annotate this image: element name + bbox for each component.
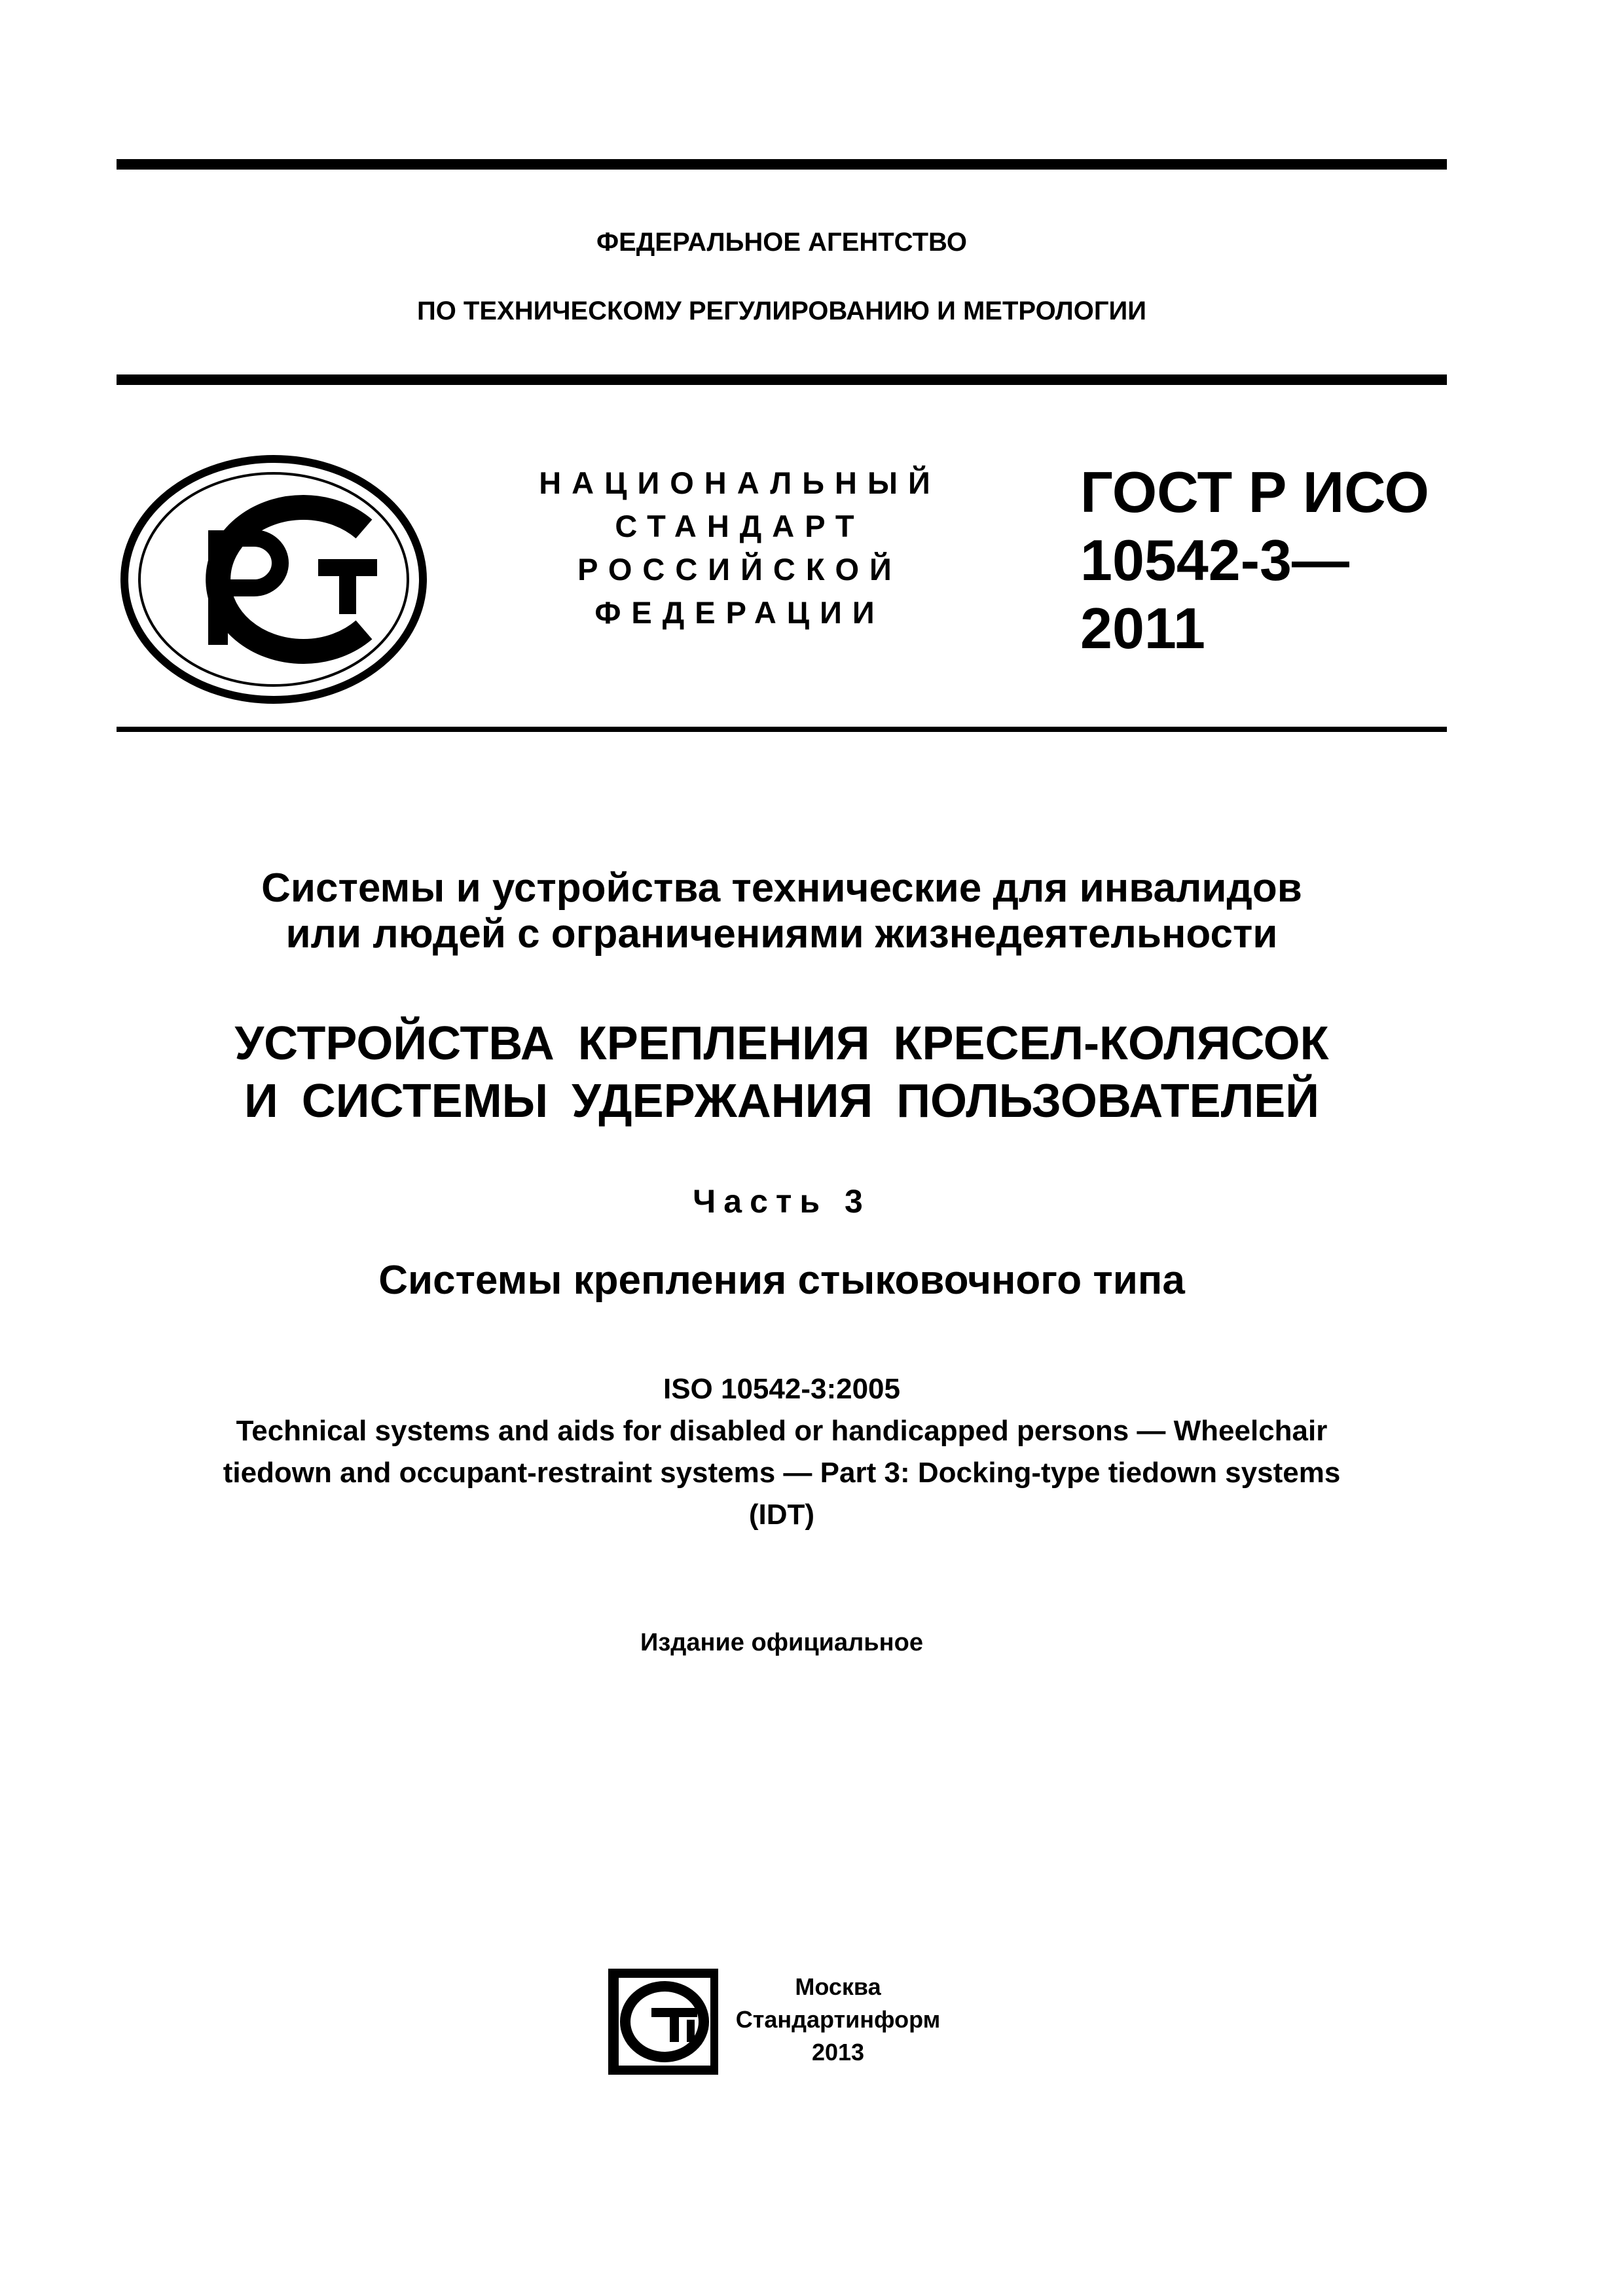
national-standard-line-4: ФЕДЕРАЦИИ — [594, 595, 885, 630]
standartinform-logo-icon — [606, 1966, 721, 2077]
national-standard-label — [504, 462, 976, 634]
publisher-year: 2013 — [811, 2039, 865, 2066]
national-standard-line-1: НАЦИОНАЛЬНЫЙ — [539, 465, 941, 500]
main-title-line-2: И СИСТЕМЫ УДЕРЖАНИЯ ПОЛЬЗОВАТЕЛЕЙ — [244, 1075, 1319, 1127]
general-title-line-2: или людей с ограничениями жизнедеятельности — [285, 911, 1278, 957]
standard-designation — [1080, 458, 1447, 663]
header-bottom-rule — [117, 374, 1447, 385]
gost-rst-emblem-icon — [117, 452, 431, 707]
main-title-line-1: УСТРОЙСТВА КРЕПЛЕНИЯ КРЕСЕЛ-КОЛЯСОК — [234, 1017, 1329, 1070]
general-title-line-1: Системы и устройства технические для инвалидов — [261, 866, 1302, 911]
iso-title-line-2: tiedown and occupant-restraint systems — Part 3: Docking-type tiedown systems — [223, 1457, 1341, 1489]
national-standard-line-2: СТАНДАРТ — [615, 509, 865, 543]
designation-bottom-rule — [117, 727, 1447, 732]
agency-line-2: ПО ТЕХНИЧЕСКОМУ РЕГУЛИРОВАНИЮ И МЕТРОЛОГИИ — [416, 297, 1147, 325]
iso-identity: (IDT) — [748, 1499, 815, 1531]
part-title: Системы крепления стыковочного типа — [378, 1258, 1185, 1303]
main-title — [117, 1015, 1447, 1130]
edition-label: Издание официальное — [640, 1629, 923, 1656]
designation-line-3: 2011 — [1080, 596, 1205, 661]
part-number: Часть 3 — [693, 1183, 871, 1220]
designation-line-1: ГОСТ Р ИСО — [1080, 460, 1429, 524]
agency-line-1: ФЕДЕРАЛЬНОЕ АГЕНТСТВО — [596, 228, 968, 257]
iso-title-line-1: Technical systems and aids for disabled or handicapped persons — Wheelchair — [236, 1415, 1328, 1447]
iso-reference — [117, 1368, 1447, 1536]
iso-number: ISO 10542-3:2005 — [663, 1373, 901, 1405]
publisher-block — [727, 1971, 949, 2069]
top-rule — [117, 159, 1447, 170]
designation-line-2: 10542-3— — [1080, 528, 1349, 592]
publisher-city: Москва — [795, 1973, 881, 2000]
national-standard-line-3: РОССИЙСКОЙ — [577, 552, 902, 587]
publisher-name: Стандартинформ — [735, 2006, 941, 2033]
general-title — [117, 866, 1447, 957]
